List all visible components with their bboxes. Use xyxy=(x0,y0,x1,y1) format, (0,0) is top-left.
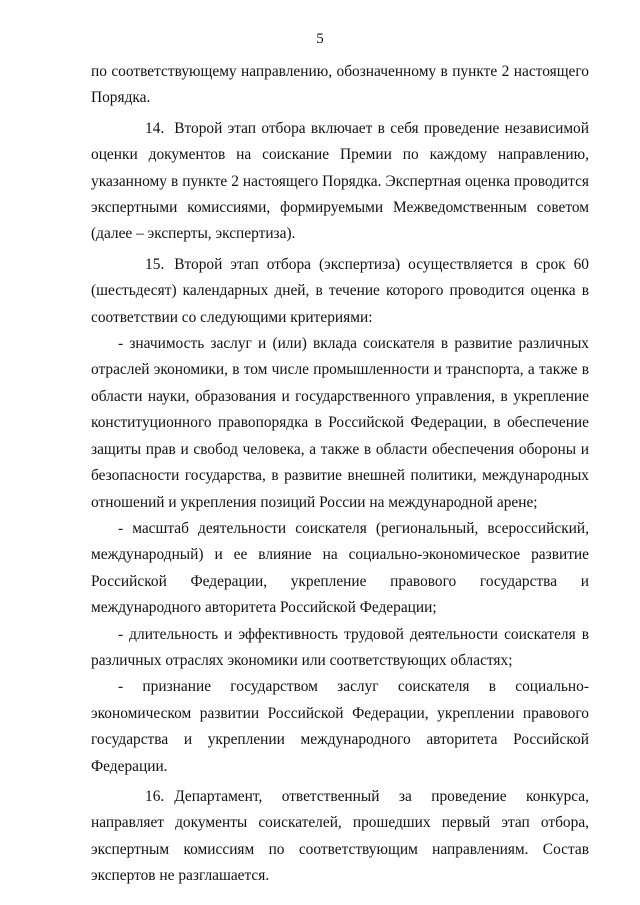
criterion-item-3 xyxy=(91,622,589,675)
page-number: 5 xyxy=(316,31,324,47)
criterion-text: - длительность и эффективность трудовой деятельности соискателя в различных отраслях экономики или соответствующих областях; xyxy=(91,625,589,669)
paragraph-text: Второй этап отбора (экспертиза) осуществляется в срок 60 (шестьдесят) календарных дней, в течение которого проводится оценка в соответствии со следующими критериями: xyxy=(91,255,589,326)
criterion-item-2 xyxy=(91,516,589,622)
paragraph-continuation xyxy=(91,59,589,112)
paragraph-16 xyxy=(91,784,589,890)
criterion-item-4 xyxy=(91,674,589,780)
criterion-text: - значимость заслуг и (или) вклада соискателя в развитие различных отраслей экономики, в том числе промышленности и транспорта, а также в области науки, образования и государственного управления, в укрепление конституционного правопорядка в Российской Федерации, в обеспечение защиты прав и свобод человека, а также в области обеспечения обороны и безопасности государства, в развитие внешней политики, международных отношений и укрепления позиций России на международной арене; xyxy=(91,335,589,511)
criterion-item-1 xyxy=(91,331,589,516)
paragraph-15 xyxy=(91,252,589,331)
paragraph-number: 16. xyxy=(145,787,165,805)
paragraph-number: 14. xyxy=(145,119,165,137)
criterion-text: - признание государством заслуг соискателя в социально-экономическом развитии Российской Федерации, укреплении правового государства и укреплении международного авторитета Российской Федерации. xyxy=(91,678,589,775)
criterion-text: - масштаб деятельности соискателя (региональный, всероссийский, международный) и ее влияние на социально-экономическое развитие Российской Федерации, укрепление правового государства и международного авторитета Российской Федерации; xyxy=(91,519,589,617)
paragraph-text: по соответствующему направлению, обозначенному в пункте 2 настоящего Порядка. xyxy=(91,63,589,107)
paragraph-text: Второй этап отбора включает в себя проведение независимой оценки документов на соискание Премии по каждому направлению, указанному в пункте 2 настоящего Порядка. Экспертная оценка проводится экспертными комиссиями, формируемыми Межведомственным советом (далее – эксперты, экспертиза). xyxy=(91,119,589,243)
paragraph-number: 15. xyxy=(145,255,165,273)
document-body xyxy=(91,59,589,890)
paragraph-14 xyxy=(91,116,589,248)
paragraph-text: Департамент, ответственный за проведение конкурса, направляет документы соискателей, прошедших первый этап отбора, экспертным комиссиям по соответствующим направлениям. Состав экспертов не разглашается. xyxy=(91,787,589,885)
